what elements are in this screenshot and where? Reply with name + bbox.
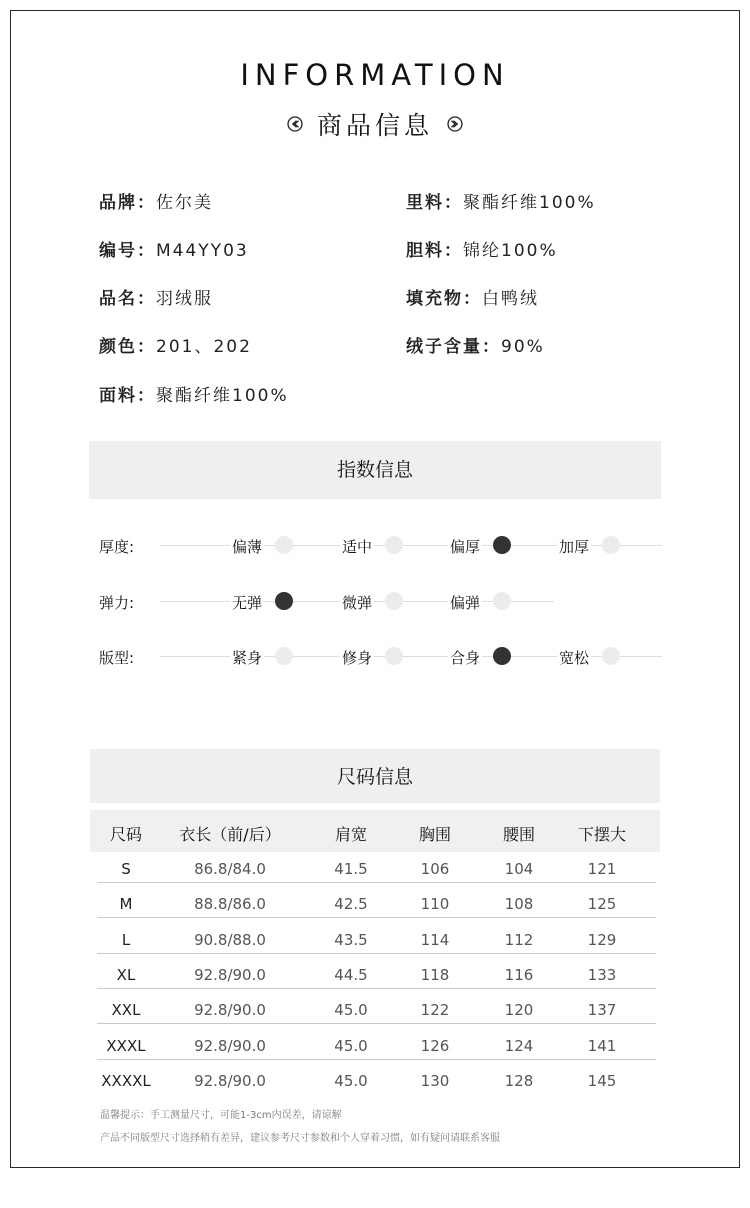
info-down-content: [406, 332, 545, 357]
size-cell: S: [121, 860, 131, 878]
info-code-value: M44YY03: [156, 241, 249, 261]
size-cell: 130: [420, 1072, 450, 1090]
size-cell: XL: [116, 966, 136, 984]
size-cell: 120: [504, 1001, 534, 1019]
info-inner-lining: [406, 236, 558, 261]
info-lining: [406, 188, 596, 213]
size-cell: 137: [587, 1001, 617, 1019]
dot-elasticity-0-selected: [275, 592, 293, 610]
info-name-key: 品名：: [99, 289, 156, 309]
size-cell: 126: [420, 1037, 450, 1055]
size-cell: 118: [420, 966, 450, 984]
size-col-shoulder: 肩宽: [334, 825, 367, 844]
info-filling: [406, 284, 539, 309]
size-cell: 88.8/86.0: [194, 895, 266, 913]
size-cell: 42.5: [334, 895, 368, 913]
circle-arrow-right-icon: [447, 116, 463, 132]
size-cell: 92.8/90.0: [194, 1001, 266, 1019]
note-measurement: 温馨提示：手工测量尺寸，可能1-3cm内误差，请谅解: [100, 1110, 342, 1121]
size-cell: 106: [420, 860, 450, 878]
option-thickness-2: 偏厚: [450, 538, 481, 556]
option-thickness-1: 适中: [342, 538, 373, 556]
size-cell: XXL: [111, 1001, 141, 1019]
size-cell: 125: [587, 895, 617, 913]
info-brand-key: 品牌：: [99, 193, 156, 213]
info-color-value: 201、202: [156, 337, 252, 357]
dot-fit-0: [275, 647, 293, 665]
option-elasticity-1: 微弹: [342, 594, 373, 612]
info-name: [99, 284, 213, 309]
dot-elasticity-1: [385, 592, 403, 610]
size-cell: XXXXL: [101, 1072, 151, 1090]
page-frame: [10, 10, 740, 1168]
size-cell: 110: [420, 895, 450, 913]
index-label-fit: 版型:: [99, 649, 135, 667]
table-row-divider: [97, 988, 656, 989]
info-lining-value: 聚酯纤维100%: [463, 193, 596, 213]
size-col-hem: 下摆大: [577, 825, 626, 844]
dot-fit-2-selected: [493, 647, 511, 665]
size-col-waist: 腰围: [502, 825, 535, 844]
dot-fit-3: [602, 647, 620, 665]
dot-fit-1: [385, 647, 403, 665]
size-section-title: 尺码信息: [90, 749, 660, 803]
dot-thickness-1: [385, 536, 403, 554]
info-fabric-value: 聚酯纤维100%: [156, 386, 289, 406]
info-filling-key: 填充物：: [406, 289, 482, 309]
size-cell: 104: [504, 860, 534, 878]
option-fit-1: 修身: [342, 649, 373, 667]
size-cell: 112: [504, 931, 534, 949]
size-cell: 129: [587, 931, 617, 949]
dot-elasticity-2: [493, 592, 511, 610]
index-section-title: 指数信息: [89, 441, 661, 499]
size-cell: 43.5: [334, 931, 368, 949]
option-thickness-3: 加厚: [559, 538, 590, 556]
info-down-content-key: 绒子含量：: [406, 337, 501, 357]
info-fabric-key: 面料：: [99, 386, 156, 406]
info-inner-lining-value: 锦纶100%: [463, 241, 558, 261]
option-elasticity-0: 无弹: [232, 594, 263, 612]
title-english: INFORMATION: [240, 58, 510, 92]
table-row-divider: [97, 953, 656, 954]
size-cell: 92.8/90.0: [194, 966, 266, 984]
title-chinese-row: [0, 104, 750, 144]
size-cell: 133: [587, 966, 617, 984]
size-cell: 45.0: [334, 1072, 368, 1090]
size-cell: XXXL: [106, 1037, 146, 1055]
info-code: [99, 236, 249, 261]
size-cell: M: [119, 895, 133, 913]
option-elasticity-2: 偏弹: [450, 594, 481, 612]
option-fit-2: 合身: [450, 649, 481, 667]
info-inner-lining-key: 胆料：: [406, 241, 463, 261]
size-cell: 45.0: [334, 1037, 368, 1055]
size-cell: 145: [587, 1072, 617, 1090]
size-cell: 121: [587, 860, 617, 878]
size-cell: 92.8/90.0: [194, 1037, 266, 1055]
size-cell: 86.8/84.0: [194, 860, 266, 878]
size-cell: 114: [420, 931, 450, 949]
table-row-divider: [97, 1059, 656, 1060]
info-color: [99, 332, 252, 357]
title-chinese: 商品信息: [316, 111, 433, 140]
size-col-length: 衣长（前/后）: [179, 825, 281, 844]
info-name-value: 羽绒服: [156, 289, 213, 309]
size-cell: 92.8/90.0: [194, 1072, 266, 1090]
table-row-divider: [97, 917, 656, 918]
size-cell: 116: [504, 966, 534, 984]
circle-arrow-left-icon: [287, 116, 303, 132]
info-color-key: 颜色：: [99, 337, 156, 357]
info-code-key: 编号：: [99, 241, 156, 261]
index-label-thickness: 厚度:: [99, 538, 135, 556]
size-cell: 141: [587, 1037, 617, 1055]
size-col-size: 尺码: [109, 825, 142, 844]
size-cell: 44.5: [334, 966, 368, 984]
option-fit-0: 紧身: [232, 649, 263, 667]
size-cell: 124: [504, 1037, 534, 1055]
index-label-elasticity: 弹力:: [99, 594, 135, 612]
info-brand: [99, 188, 213, 213]
size-cell: 41.5: [334, 860, 368, 878]
dot-thickness-3: [602, 536, 620, 554]
size-col-chest: 胸围: [418, 825, 451, 844]
table-row-divider: [97, 1023, 656, 1024]
size-cell: 90.8/88.0: [194, 931, 266, 949]
dot-thickness-0: [275, 536, 293, 554]
option-fit-3: 宽松: [559, 649, 590, 667]
dot-thickness-2-selected: [493, 536, 511, 554]
size-cell: 122: [420, 1001, 450, 1019]
info-brand-value: 佐尔美: [156, 193, 213, 213]
info-filling-value: 白鸭绒: [482, 289, 539, 309]
size-cell: 128: [504, 1072, 534, 1090]
size-cell: 108: [504, 895, 534, 913]
size-cell: L: [121, 931, 131, 949]
size-cell: 45.0: [334, 1001, 368, 1019]
info-down-content-value: 90%: [501, 337, 545, 357]
info-fabric: [99, 381, 289, 406]
table-row-divider: [97, 882, 656, 883]
info-lining-key: 里料：: [406, 193, 463, 213]
note-fit-advice: 产品不同版型尺寸选择稍有差异，建议参考尺寸参数和个人穿着习惯，如有疑问请联系客服: [100, 1133, 500, 1144]
option-thickness-0: 偏薄: [232, 538, 263, 556]
